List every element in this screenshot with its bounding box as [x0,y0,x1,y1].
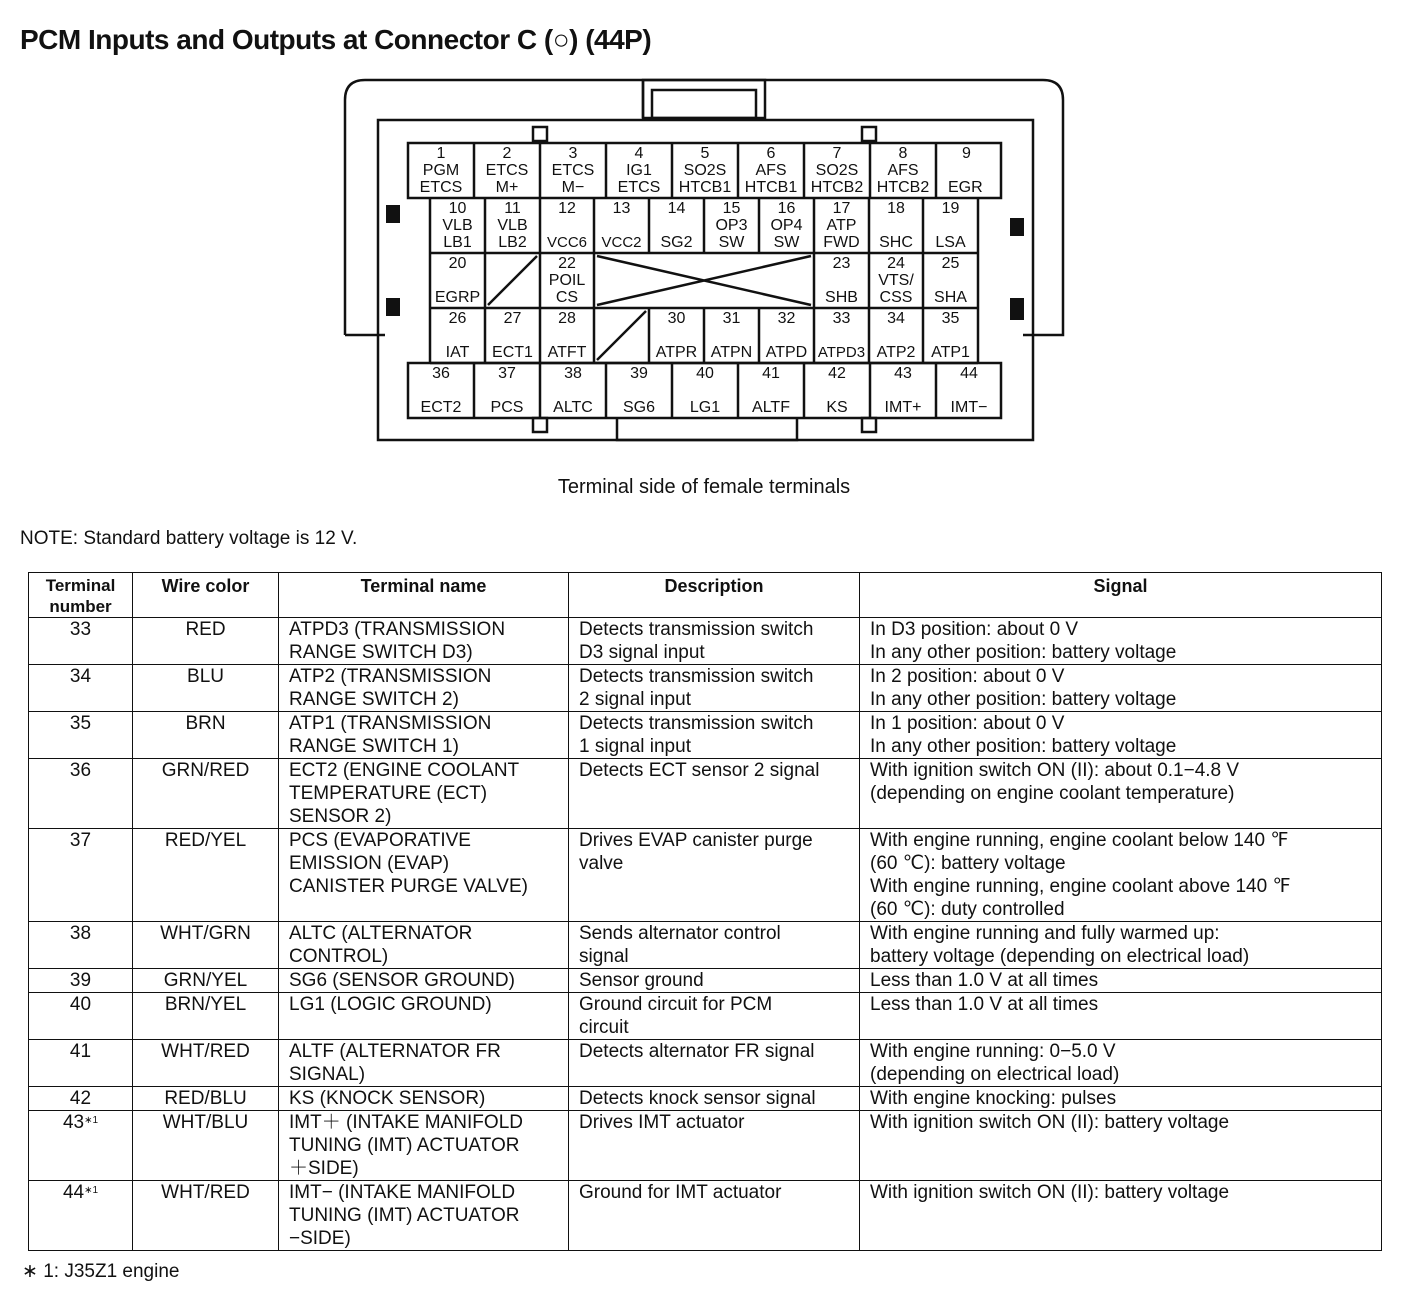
signal-cell [860,759,1382,829]
pin-44: 44 IMT− [950,365,988,416]
pin-27: 27 ECT1 [492,310,533,361]
connector-diagram [0,0,1408,470]
wire-color-cell [133,665,279,712]
description-cell-text: Detects transmission switch D3 signal input [579,619,814,663]
description-cell-text: Drives EVAP canister purge valve [579,830,813,874]
pin-26: 26 IAT [445,310,470,361]
wire-color-cell [133,1181,279,1251]
terminal-number-cell-text: 38 [69,923,92,944]
wire-color-cell-text: WHT/BLU [162,1112,249,1133]
pin-20: 20 EGRP [434,255,481,306]
table-row [29,1087,1382,1111]
terminal-name-cell-text: KS (KNOCK SENSOR) [289,1088,486,1109]
pin-11: 11 VLB LB2 [497,200,528,251]
terminal-name-cell-text: IMT− (INTAKE MANIFOLD TUNING (IMT) ACTUATOR −SIDE) [289,1182,520,1249]
pin-36: 36 ECT2 [420,365,462,416]
pin-12: 12 VCC6 [546,200,587,251]
footnote-marker: ∗1 [84,1185,99,1196]
terminal-name-cell-text: ALTC (ALTERNATOR CONTROL) [289,923,473,967]
terminal-name-cell [279,618,569,665]
wire-color-cell [133,969,279,993]
table-row [29,759,1382,829]
terminal-number-cell-text: 34 [69,666,92,687]
wire-color-cell [133,922,279,969]
pin-15: 15 OP3 SW [715,200,748,251]
wire-color-cell-text: WHT/RED [161,1182,250,1203]
signal-cell-text: With engine running, engine coolant below 140 ℉ (60 ℃): battery voltage With engine running, engine coolant above 140 ℉ (60 ℃): duty controlled [870,830,1291,920]
pin-14: 14 SG2 [660,200,693,251]
terminal-number-cell-text: 36 [69,760,92,781]
pin-40: 40 LG1 [689,365,721,416]
terminal-name-cell-text: PCS (EVAPORATIVE EMISSION (EVAP) CANISTER PURGE VALVE) [289,830,528,897]
terminal-name-cell-text: ECT2 (ENGINE COOLANT TEMPERATURE (ECT) SENSOR 2) [289,760,520,827]
wire-color-cell [133,829,279,922]
table-row [29,1181,1382,1251]
table-row [29,829,1382,922]
description-cell [569,1087,860,1111]
wire-color-cell-text: GRN/RED [161,760,250,781]
wire-color-cell-text: WHT/RED [161,1041,250,1062]
battery-note: NOTE: Standard battery voltage is 12 V. [20,528,358,549]
signal-cell-text: Less than 1.0 V at all times [870,970,1099,991]
wire-color-cell [133,712,279,759]
signal-cell-text: With ignition switch ON (II): about 0.1−4.8 V (depending on engine coolant temperature) [870,760,1240,804]
signal-cell [860,829,1382,922]
wire-color-cell [133,1087,279,1111]
pin-32: 32 ATPD [765,310,808,361]
pin-34: 34 ATP2 [876,310,916,361]
terminal-number-cell-text: 40 [69,994,92,1015]
header-description: Description [569,573,860,618]
pin-22: 22 POIL CS [548,255,586,306]
terminal-number-cell [29,618,133,665]
terminal-number-cell-text: 37 [69,830,92,851]
wire-color-cell-text: BLU [187,666,224,687]
description-cell-text: Sends alternator control signal [579,923,781,967]
description-cell-text: Drives IMT actuator [579,1112,745,1133]
pin-35: 35 ATP1 [931,310,970,361]
pin-9: 9 EGR [948,145,983,196]
description-cell [569,969,860,993]
terminal-name-cell-text: LG1 (LOGIC GROUND) [289,994,492,1015]
signal-cell-text: Less than 1.0 V at all times [870,994,1099,1015]
signal-cell [860,1087,1382,1111]
signal-cell-text: In 1 position: about 0 V In any other position: battery voltage [870,713,1177,757]
signal-cell-text: In 2 position: about 0 V In any other position: battery voltage [870,666,1177,710]
terminal-name-cell-text: ATP1 (TRANSMISSION RANGE SWITCH 1) [289,713,492,757]
wire-color-cell-text: WHT/GRN [160,923,251,944]
terminal-name-cell-text: ALTF (ALTERNATOR FR SIGNAL) [289,1041,501,1085]
pin-3: 3 ETCS M− [551,145,595,196]
wire-color-cell-text: RED [185,619,226,640]
terminal-number-cell [29,1040,133,1087]
terminal-number-cell-text: 33 [69,619,92,640]
pin-38: 38 ALTC [553,365,593,416]
footnote-marker: ∗1 [84,1115,99,1126]
terminal-name-cell-text: SG6 (SENSOR GROUND) [289,970,515,991]
wire-color-cell [133,759,279,829]
description-cell-text: Detects knock sensor signal [579,1088,816,1109]
description-cell [569,712,860,759]
footnote: ∗ 1: J35Z1 engine [22,1261,180,1282]
description-cell [569,759,860,829]
terminal-table [28,572,1382,1251]
terminal-number-cell-text: 43 [62,1112,85,1133]
pin-13: 13 VCC2 [601,200,642,251]
pin-31: 31 ATPN [710,310,753,361]
table-row [29,712,1382,759]
pin-43: 43 IMT+ [884,365,922,416]
description-cell [569,922,860,969]
terminal-number-cell [29,1181,133,1251]
header-signal: Signal [860,573,1382,618]
terminal-number-cell [29,922,133,969]
table-row [29,1040,1382,1087]
pin-37: 37 PCS [490,365,524,416]
description-cell [569,618,860,665]
wire-color-cell [133,618,279,665]
terminal-name-cell [279,712,569,759]
terminal-number-cell [29,969,133,993]
table-row [29,922,1382,969]
pin-1: 1 PGM ETCS [419,145,463,196]
wire-color-cell [133,1111,279,1181]
page-title: PCM Inputs and Outputs at Connector C (○) (44P) [20,24,652,55]
terminal-number-cell-text: 44 [62,1182,85,1203]
terminal-number-cell-text: 42 [69,1088,92,1109]
description-cell-text: Ground for IMT actuator [579,1182,782,1203]
pin-30: 30 ATPR [655,310,698,361]
terminal-name-cell [279,1111,569,1181]
table-row [29,969,1382,993]
terminal-number-cell [29,712,133,759]
signal-cell [860,993,1382,1040]
header-terminal-name: Terminal name [279,573,569,618]
signal-cell [860,1181,1382,1251]
description-cell-text: Detects transmission switch 2 signal input [579,666,814,710]
terminal-name-cell-text: IMT＋ (INTAKE MANIFOLD TUNING (IMT) ACTUATOR ＋SIDE) [289,1112,523,1179]
pin-23: 23 SHB [825,255,858,306]
pin-17: 17 ATP FWD [823,200,860,251]
description-cell [569,993,860,1040]
terminal-name-cell [279,829,569,922]
terminal-number-cell [29,1087,133,1111]
signal-cell-text: In D3 position: about 0 V In any other position: battery voltage [870,619,1177,663]
description-cell [569,1111,860,1181]
table-header-row [29,573,1382,618]
pin-18: 18 SHC [879,200,913,251]
description-cell-text: Sensor ground [579,970,704,991]
terminal-name-cell-text: ATP2 (TRANSMISSION RANGE SWITCH 2) [289,666,492,710]
wire-color-cell-text: GRN/YEL [163,970,248,991]
pin-24: 24 VTS/ CSS [878,255,914,306]
description-cell-text: Detects alternator FR signal [579,1041,815,1062]
terminal-number-cell [29,993,133,1040]
terminal-number-cell [29,829,133,922]
terminal-number-cell [29,665,133,712]
terminal-number-cell-text: 39 [69,970,92,991]
pin-2: 2 ETCS M+ [485,145,529,196]
signal-cell [860,1040,1382,1087]
table-row [29,1111,1382,1181]
terminal-name-cell [279,1181,569,1251]
pin-10: 10 VLB LB1 [442,200,473,251]
terminal-name-cell [279,665,569,712]
signal-cell [860,969,1382,993]
pin-33: 33 ATPD3 [817,310,866,361]
description-cell [569,1040,860,1087]
description-cell [569,829,860,922]
terminal-name-cell-text: ATPD3 (TRANSMISSION RANGE SWITCH D3) [289,619,506,663]
header-terminal-number: Terminal number [29,573,133,618]
wire-color-cell-text: RED/YEL [164,830,247,851]
pin-5: 5 SO2S HTCB1 [678,145,732,196]
table-row [29,665,1382,712]
pin-7: 7 SO2S HTCB2 [810,145,864,196]
signal-cell [860,712,1382,759]
wire-color-cell [133,993,279,1040]
wire-color-cell-text: RED/BLU [164,1088,247,1109]
terminal-number-cell-text: 41 [69,1041,92,1062]
terminal-number-cell [29,1111,133,1181]
pin-39: 39 SG6 [622,365,655,416]
table-row [29,618,1382,665]
signal-cell [860,922,1382,969]
description-cell [569,1181,860,1251]
pin-42: 42 KS [826,365,848,416]
terminal-number-cell-text: 35 [69,713,92,734]
terminal-name-cell [279,759,569,829]
terminal-name-cell [279,922,569,969]
terminal-name-cell [279,993,569,1040]
wire-color-cell [133,1040,279,1087]
pin-19: 19 LSA [935,200,966,251]
wire-color-cell-text: BRN [185,713,226,734]
pin-16: 16 OP4 SW [770,200,803,251]
description-cell-text: Detects transmission switch 1 signal input [579,713,814,757]
pin-8: 8 AFS HTCB2 [876,145,930,196]
pin-4: 4 IG1 ETCS [617,145,661,196]
signal-cell-text: With engine running: 0−5.0 V (depending on electrical load) [870,1041,1120,1085]
signal-cell [860,665,1382,712]
terminal-name-cell [279,1087,569,1111]
pin-25: 25 SHA [934,255,967,306]
pin-6: 6 AFS HTCB1 [744,145,798,196]
pin-28: 28 ATFT [547,310,587,361]
diagram-caption: Terminal side of female terminals [557,476,851,498]
pin-41: 41 ALTF [752,365,790,416]
description-cell-text: Ground circuit for PCM circuit [579,994,773,1038]
description-cell [569,665,860,712]
table-row [29,993,1382,1040]
signal-cell-text: With engine running and fully warmed up: battery voltage (depending on electrical load) [870,923,1250,967]
wire-color-cell-text: BRN/YEL [164,994,247,1015]
signal-cell [860,1111,1382,1181]
terminal-number-cell [29,759,133,829]
terminal-name-cell [279,969,569,993]
header-wire-color: Wire color [133,573,279,618]
description-cell-text: Detects ECT sensor 2 signal [579,760,820,781]
signal-cell-text: With engine knocking: pulses [870,1088,1117,1109]
terminal-name-cell [279,1040,569,1087]
signal-cell-text: With ignition switch ON (II): battery voltage [870,1112,1230,1133]
signal-cell [860,618,1382,665]
signal-cell-text: With ignition switch ON (II): battery voltage [870,1182,1230,1203]
